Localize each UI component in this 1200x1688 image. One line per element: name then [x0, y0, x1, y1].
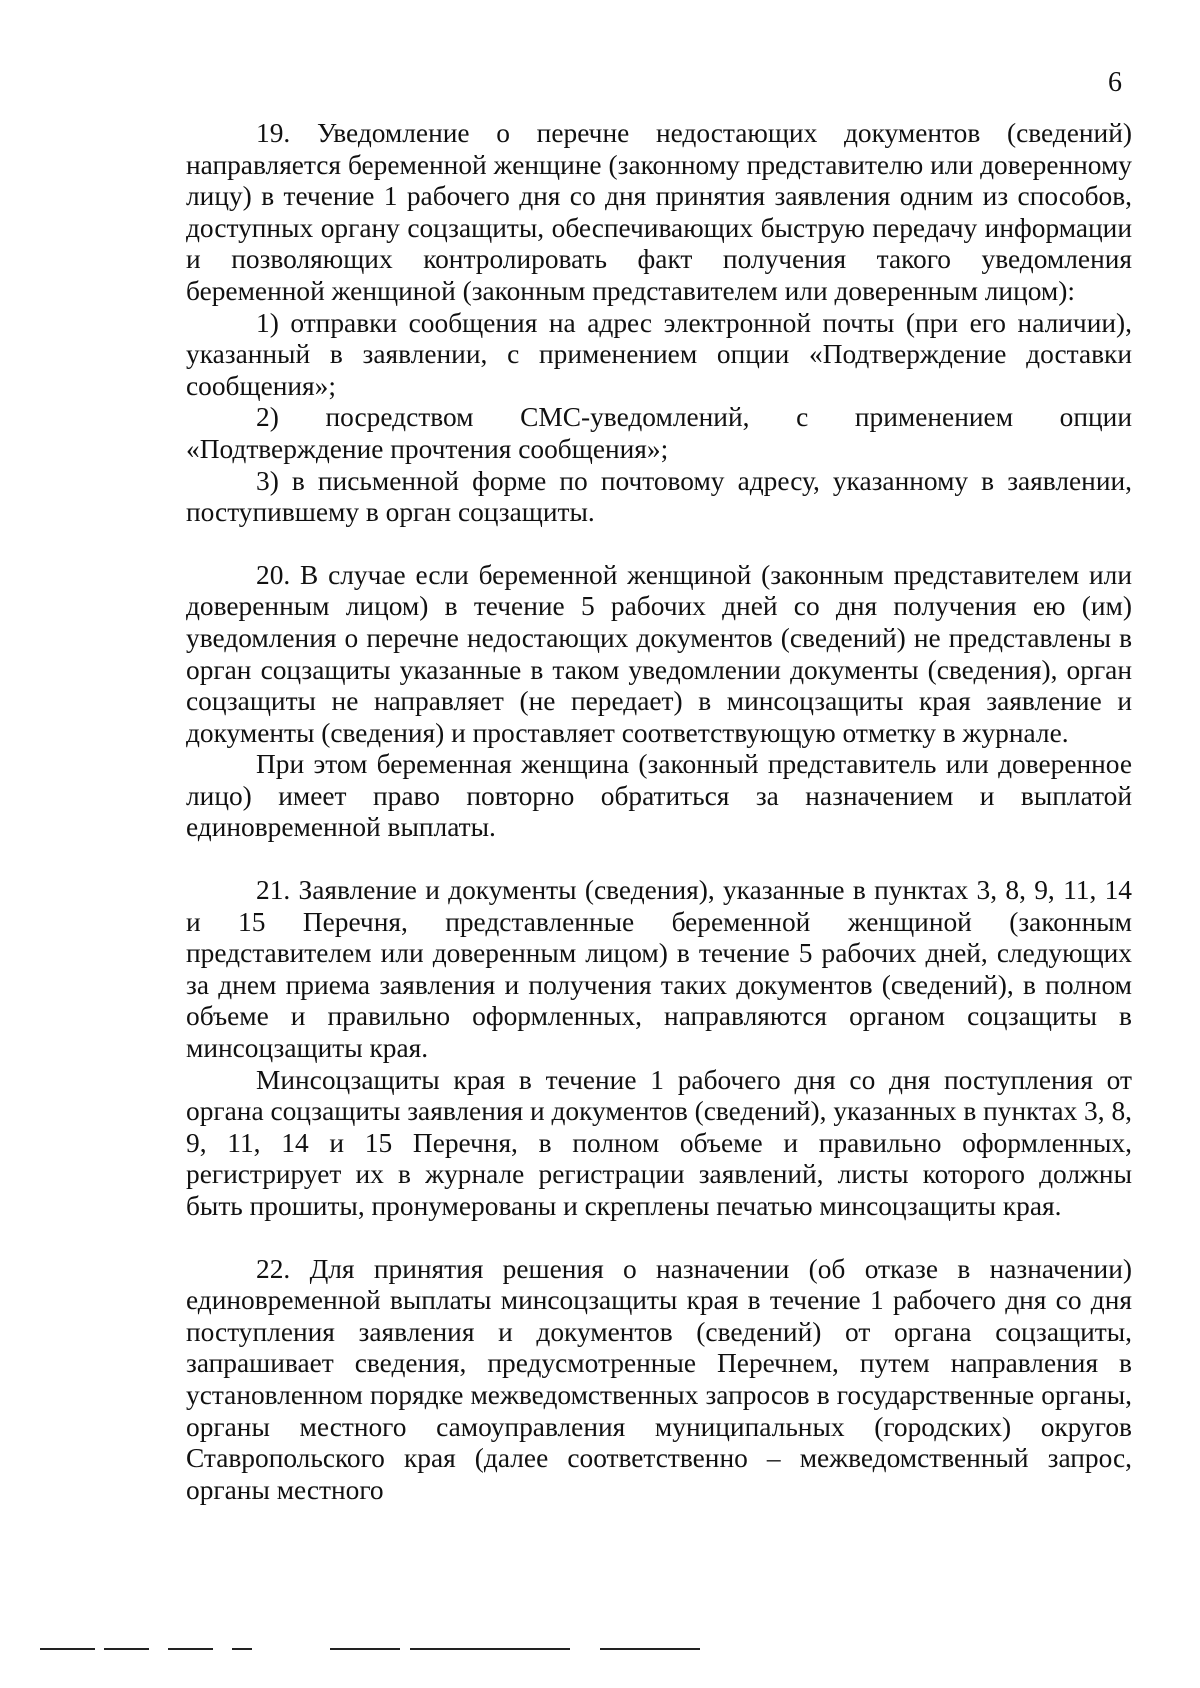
paragraph-21-continued: Минсоцзащиты края в течение 1 рабочего дня со дня поступления от органа соцзащиты заявления и документов (сведений), указанных в пунктах 3, 8, 9, 11, 14 и 15 Перечня, в полном объеме и правильно оформленных, регистрирует их в журнале регистрации заявлений, листы которого должны быть прошиты, пронумерованы и скреплены печатью минсоцзащиты края.	[186, 1064, 1132, 1221]
paragraph-22: 22. Для принятия решения о назначении (об отказе в назначении) единовременной выплаты минсоцзащиты края в течение 1 рабочего дня со дня поступления заявления и документов (сведений) от органа соцзащиты, запрашивает сведения, предусмотренные Перечнем, путем направления в установленном порядке межведомственных запросов в государственные органы, органы местного самоуправления муниципальных (городских) округов Ставропольского края (далее соответственно – межведомственный запрос, органы местного	[186, 1253, 1132, 1505]
list-item-3: 3) в письменной форме по почтовому адресу, указанному в заявлении, поступившему в орган соцзащиты.	[186, 465, 1132, 528]
list-item-1: 1) отправки сообщения на адрес электронной почты (при его наличии), указанный в заявлении, с применением опции «Подтверждение доставки сообщения»;	[186, 307, 1132, 401]
document-body	[186, 118, 1132, 1506]
list-item-2: 2) посредством СМС-уведомлений, с применением опции «Подтверждение прочтения сообщения»;	[186, 402, 1132, 464]
footer-scan-marks	[0, 1648, 1200, 1654]
page-number: 6	[1108, 67, 1122, 98]
paragraph-19: 19. Уведомление о перечне недостающих документов (сведений) направляется беременной женщине (законному представителю или доверенному лицу) в течение 1 рабочего дня со дня принятия заявления одним из способов, доступных органу соцзащиты, обеспечивающих быструю передачу информации и позволяющих контролировать факт получения такого уведомления беременной женщиной (законным представителем или доверенным лицом):	[186, 118, 1132, 306]
paragraph-21: 21. Заявление и документы (сведения), указанные в пунктах 3, 8, 9, 11, 14 и 15 Перечня, представленные беременной женщиной (законным представителем или доверенным лицом) в течение 5 рабочих дней, следующих за днем приема заявления и получения таких документов (сведений), в полном объеме и правильно оформленных, направляются органом соцзащиты в минсоцзащиты края.	[186, 875, 1132, 1064]
paragraph-20: 20. В случае если беременной женщиной (законным представителем или доверенным лицом) в течение 5 рабочих дней со дня получения ею (им) уведомления о перечне недостающих документов (сведений) не представлены в орган соцзащиты указанные в таком уведомлении документы (сведения), орган соцзащиты не направляет (не передает) в минсоцзащиты края заявление и документы (сведения) и проставляет соответствующую отметку в журнале.	[186, 559, 1132, 748]
paragraph-20-note: При этом беременная женщина (законный представитель или доверенное лицо) имеет право повторно обратиться за назначением и выплатой единовременной выплаты.	[186, 749, 1132, 843]
